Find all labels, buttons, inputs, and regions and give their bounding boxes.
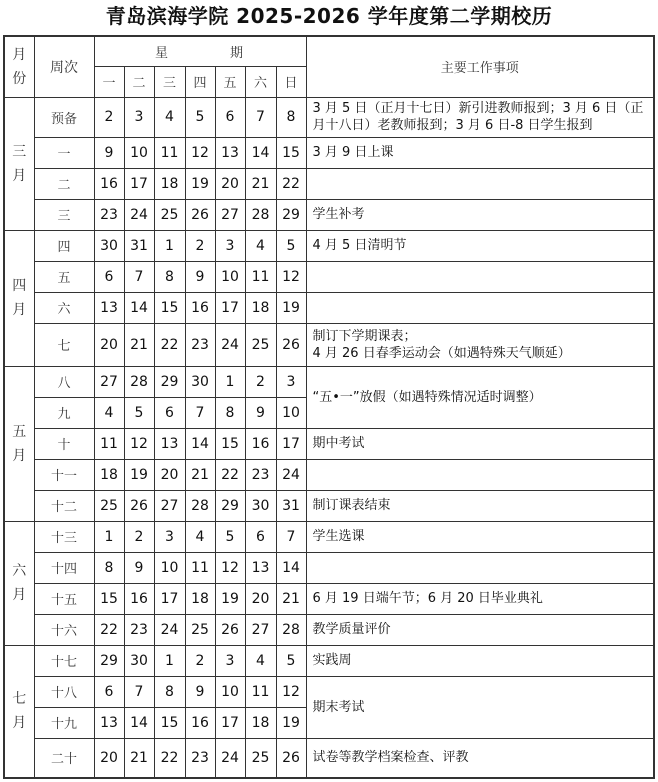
date-cell: 21 (245, 168, 276, 199)
date-cell: 24 (215, 738, 245, 778)
date-cell: 13 (215, 137, 245, 168)
week-row (4, 645, 654, 676)
date-cell: 22 (94, 614, 124, 645)
week-row (4, 583, 654, 614)
date-cell: 9 (124, 552, 154, 583)
date-cell: 30 (94, 230, 124, 261)
date-cell: 24 (154, 614, 185, 645)
week-row (4, 614, 654, 645)
date-cell: 18 (245, 292, 276, 323)
page-title: 青岛滨海学院 2025-2026 学年度第二学期校历 (105, 4, 553, 28)
date-cell: 17 (215, 707, 245, 738)
event-cell (306, 168, 654, 199)
date-cell: 7 (124, 261, 154, 292)
weekday-header-1: 一 (94, 66, 124, 97)
month-label-char: 五 (12, 423, 27, 440)
weekday-header-4: 四 (185, 66, 215, 97)
date-cell: 13 (245, 552, 276, 583)
date-cell: 2 (124, 521, 154, 552)
week-number-cell: 十四 (34, 552, 94, 583)
event-text-line: 制订课表结束 (312, 498, 391, 513)
week-row (4, 323, 654, 366)
event-text-line: 3 月 9 日上课 (312, 145, 394, 160)
date-cell: 21 (124, 738, 154, 778)
event-text-line: 月十八日）老教师报到；3 月 6 日-8 日学生报到 (312, 118, 593, 133)
date-cell: 4 (245, 645, 276, 676)
week-number-cell: 十 (34, 428, 94, 459)
date-cell: 4 (185, 521, 215, 552)
date-cell: 16 (185, 292, 215, 323)
date-cell: 28 (276, 614, 306, 645)
month-label-char: 月 (12, 715, 27, 732)
week-row (4, 97, 654, 137)
month-cell (4, 366, 34, 521)
date-cell: 13 (154, 428, 185, 459)
event-cell (306, 292, 654, 323)
month-label-char: 月 (12, 302, 27, 318)
date-cell: 27 (94, 366, 124, 397)
date-cell: 22 (154, 323, 185, 366)
weekday-header-2: 二 (124, 66, 154, 97)
week-row (4, 521, 654, 552)
month-label-char: 六 (12, 563, 27, 579)
date-cell: 3 (215, 645, 245, 676)
week-number-cell: 八 (34, 366, 94, 397)
date-cell: 4 (154, 97, 185, 137)
week-number-cell: 一 (34, 137, 94, 168)
date-cell: 17 (276, 428, 306, 459)
date-cell: 2 (245, 366, 276, 397)
week-row (4, 230, 654, 261)
date-cell: 1 (94, 521, 124, 552)
date-cell: 15 (94, 583, 124, 614)
date-cell: 26 (124, 490, 154, 521)
event-cell (306, 490, 654, 521)
date-cell: 15 (154, 292, 185, 323)
date-cell: 6 (154, 397, 185, 428)
event-cell (306, 97, 654, 137)
date-cell: 18 (245, 707, 276, 738)
event-cell (306, 428, 654, 459)
event-cell (306, 645, 654, 676)
week-number-cell: 十八 (34, 676, 94, 707)
date-cell: 2 (94, 97, 124, 137)
date-cell: 7 (185, 397, 215, 428)
date-cell: 15 (154, 707, 185, 738)
date-cell: 7 (124, 676, 154, 707)
date-cell: 6 (215, 97, 245, 137)
date-cell: 13 (94, 292, 124, 323)
date-cell: 22 (215, 459, 245, 490)
month-cell (4, 521, 34, 645)
week-number-cell: 三 (34, 199, 94, 230)
date-cell: 31 (276, 490, 306, 521)
date-cell: 17 (124, 168, 154, 199)
date-cell: 13 (94, 707, 124, 738)
month-label-char: 三 (12, 143, 27, 160)
date-cell: 24 (124, 199, 154, 230)
date-cell: 28 (185, 490, 215, 521)
week-row (4, 428, 654, 459)
date-cell: 9 (185, 676, 215, 707)
event-text-line: 4 月 5 日清明节 (312, 238, 407, 253)
date-cell: 14 (245, 137, 276, 168)
event-cell (306, 459, 654, 490)
week-row (4, 366, 654, 397)
date-cell: 21 (124, 323, 154, 366)
date-cell: 27 (245, 614, 276, 645)
week-row (4, 490, 654, 521)
event-cell (306, 676, 654, 738)
event-cell (306, 323, 654, 366)
event-cell (306, 552, 654, 583)
month-label-char: 七 (12, 691, 27, 708)
date-cell: 11 (185, 552, 215, 583)
date-cell: 27 (154, 490, 185, 521)
date-cell: 25 (245, 738, 276, 778)
weekday-header-5: 五 (215, 66, 245, 97)
date-cell: 28 (124, 366, 154, 397)
date-cell: 20 (215, 168, 245, 199)
date-cell: 6 (94, 261, 124, 292)
week-number-cell: 七 (34, 323, 94, 366)
date-cell: 17 (215, 292, 245, 323)
event-text-line: 3 月 5 日（正月十七日）新引进教师报到；3 月 6 日（正 (312, 101, 644, 116)
date-cell: 5 (215, 521, 245, 552)
date-cell: 26 (276, 738, 306, 778)
date-cell: 19 (215, 583, 245, 614)
date-cell: 3 (215, 230, 245, 261)
event-cell (306, 521, 654, 552)
month-cell (4, 97, 34, 230)
date-cell: 3 (124, 97, 154, 137)
date-cell: 29 (276, 199, 306, 230)
event-cell (306, 583, 654, 614)
date-cell: 4 (245, 230, 276, 261)
week-number-cell: 二十 (34, 738, 94, 778)
date-cell: 24 (215, 323, 245, 366)
week-number-cell: 预备 (34, 97, 94, 137)
month-column-header (4, 36, 34, 97)
event-cell (306, 230, 654, 261)
date-cell: 24 (276, 459, 306, 490)
date-cell: 6 (245, 521, 276, 552)
date-cell: 15 (215, 428, 245, 459)
event-text-line: 试卷等教学档案检查、评教 (312, 750, 469, 766)
week-number-cell: 十三 (34, 521, 94, 552)
date-cell: 22 (276, 168, 306, 199)
date-cell: 16 (185, 707, 215, 738)
date-cell: 8 (154, 676, 185, 707)
event-text-line: 学生选课 (312, 529, 365, 544)
date-cell: 26 (185, 199, 215, 230)
week-number-cell: 九 (34, 397, 94, 428)
event-cell (306, 261, 654, 292)
date-cell: 9 (245, 397, 276, 428)
date-cell: 1 (215, 366, 245, 397)
date-cell: 17 (154, 583, 185, 614)
date-cell: 23 (185, 738, 215, 778)
weekday-header-7: 日 (276, 66, 306, 97)
weekday-group-header (94, 36, 306, 66)
event-text-line: 实践周 (312, 653, 352, 668)
week-row (4, 676, 654, 707)
weekday-group-label: 星 期 (154, 45, 245, 61)
week-number-cell: 五 (34, 261, 94, 292)
month-label-char: 月 (12, 587, 27, 603)
date-cell: 2 (185, 645, 215, 676)
week-row (4, 261, 654, 292)
week-row (4, 168, 654, 199)
date-cell: 10 (276, 397, 306, 428)
date-cell: 8 (215, 397, 245, 428)
date-cell: 12 (276, 261, 306, 292)
event-cell (306, 614, 654, 645)
week-number-cell: 十六 (34, 614, 94, 645)
week-number-cell: 四 (34, 230, 94, 261)
calendar-body (4, 97, 654, 778)
date-cell: 12 (124, 428, 154, 459)
date-cell: 18 (185, 583, 215, 614)
date-cell: 26 (215, 614, 245, 645)
week-row (4, 199, 654, 230)
event-text-line: 4 月 26 日春季运动会（如遇特殊天气顺延） (312, 345, 571, 361)
date-cell: 9 (94, 137, 124, 168)
date-cell: 30 (245, 490, 276, 521)
date-cell: 12 (185, 137, 215, 168)
date-cell: 1 (154, 230, 185, 261)
date-cell: 8 (154, 261, 185, 292)
event-cell (306, 199, 654, 230)
date-cell: 29 (215, 490, 245, 521)
date-cell: 20 (94, 738, 124, 778)
week-number-cell: 十一 (34, 459, 94, 490)
date-cell: 20 (94, 323, 124, 366)
date-cell: 22 (154, 738, 185, 778)
date-cell: 30 (124, 645, 154, 676)
weekday-header-6: 六 (245, 66, 276, 97)
week-row (4, 738, 654, 778)
date-cell: 10 (154, 552, 185, 583)
date-cell: 9 (185, 261, 215, 292)
date-cell: 3 (154, 521, 185, 552)
date-cell: 1 (154, 645, 185, 676)
event-text-line: 6 月 19 日端午节；6 月 20 日毕业典礼 (312, 591, 543, 606)
date-cell: 11 (154, 137, 185, 168)
date-cell: 11 (245, 261, 276, 292)
date-cell: 7 (276, 521, 306, 552)
date-cell: 2 (185, 230, 215, 261)
month-cell (4, 645, 34, 778)
date-cell: 4 (94, 397, 124, 428)
week-number-cell: 二 (34, 168, 94, 199)
date-cell: 29 (154, 366, 185, 397)
week-row (4, 552, 654, 583)
date-cell: 20 (154, 459, 185, 490)
month-header-line: 月 (12, 46, 27, 63)
date-cell: 8 (94, 552, 124, 583)
month-label-char: 月 (12, 447, 27, 464)
date-cell: 10 (215, 261, 245, 292)
school-calendar-table (3, 35, 655, 779)
date-cell: 25 (94, 490, 124, 521)
week-number-cell: 十五 (34, 583, 94, 614)
date-cell: 23 (245, 459, 276, 490)
date-cell: 30 (185, 366, 215, 397)
week-number-cell: 十二 (34, 490, 94, 521)
month-header-line: 份 (12, 70, 27, 87)
date-cell: 28 (245, 199, 276, 230)
weekday-header-3: 三 (154, 66, 185, 97)
date-cell: 12 (276, 676, 306, 707)
week-number-cell: 六 (34, 292, 94, 323)
date-cell: 14 (124, 292, 154, 323)
date-cell: 16 (245, 428, 276, 459)
event-text-line: 期中考试 (312, 436, 365, 451)
date-cell: 25 (154, 199, 185, 230)
date-cell: 20 (245, 583, 276, 614)
event-text-line: 制订下学期课表； (312, 328, 417, 344)
date-cell: 25 (245, 323, 276, 366)
week-row (4, 137, 654, 168)
week-number-cell: 十七 (34, 645, 94, 676)
week-row (4, 459, 654, 490)
date-cell: 5 (276, 645, 306, 676)
date-cell: 23 (94, 199, 124, 230)
event-text-line: 教学质量评价 (312, 622, 391, 637)
date-cell: 10 (124, 137, 154, 168)
date-cell: 3 (276, 366, 306, 397)
date-cell: 19 (276, 707, 306, 738)
date-cell: 7 (245, 97, 276, 137)
date-cell: 21 (276, 583, 306, 614)
date-cell: 19 (185, 168, 215, 199)
date-cell: 5 (124, 397, 154, 428)
event-text-line: “五•一”放假（如遇特殊情况适时调整） (312, 389, 542, 405)
date-cell: 5 (185, 97, 215, 137)
week-number-cell: 十九 (34, 707, 94, 738)
week-column-header: 周次 (34, 36, 94, 97)
date-cell: 21 (185, 459, 215, 490)
date-cell: 19 (124, 459, 154, 490)
date-cell: 19 (276, 292, 306, 323)
date-cell: 31 (124, 230, 154, 261)
month-label-char: 月 (12, 167, 27, 184)
week-row (4, 292, 654, 323)
date-cell: 16 (94, 168, 124, 199)
date-cell: 29 (94, 645, 124, 676)
date-cell: 5 (276, 230, 306, 261)
date-cell: 18 (94, 459, 124, 490)
month-label-char: 四 (12, 278, 27, 294)
date-cell: 23 (124, 614, 154, 645)
date-cell: 14 (185, 428, 215, 459)
date-cell: 15 (276, 137, 306, 168)
date-cell: 27 (215, 199, 245, 230)
event-cell (306, 137, 654, 168)
date-cell: 18 (154, 168, 185, 199)
date-cell: 12 (215, 552, 245, 583)
date-cell: 23 (185, 323, 215, 366)
date-cell: 14 (124, 707, 154, 738)
date-cell: 6 (94, 676, 124, 707)
event-text-line: 学生补考 (312, 207, 365, 222)
events-column-header: 主要工作事项 (306, 36, 654, 97)
date-cell: 8 (276, 97, 306, 137)
date-cell: 16 (124, 583, 154, 614)
date-cell: 25 (185, 614, 215, 645)
event-text-line: 期末考试 (312, 699, 365, 715)
event-cell (306, 366, 654, 428)
date-cell: 11 (94, 428, 124, 459)
date-cell: 10 (215, 676, 245, 707)
month-cell (4, 230, 34, 366)
date-cell: 11 (245, 676, 276, 707)
date-cell: 26 (276, 323, 306, 366)
event-cell (306, 738, 654, 778)
date-cell: 14 (276, 552, 306, 583)
